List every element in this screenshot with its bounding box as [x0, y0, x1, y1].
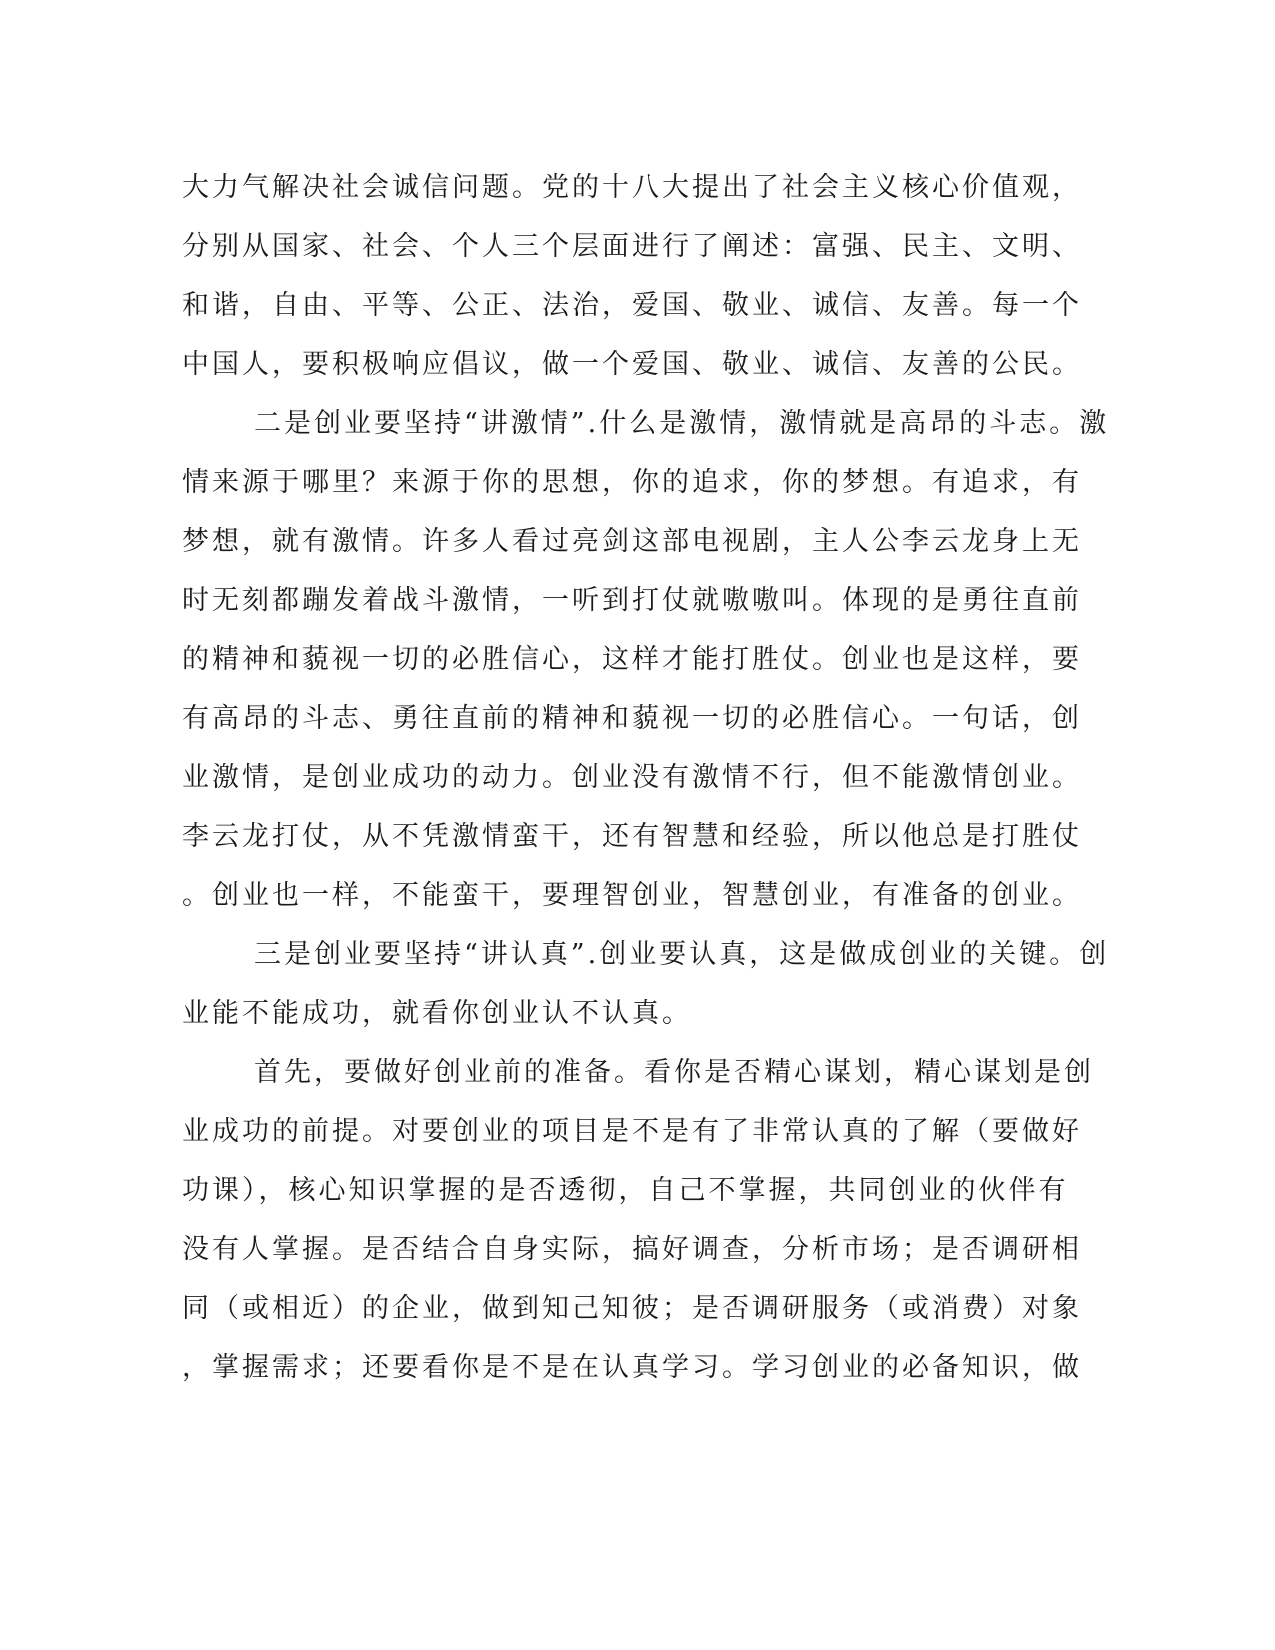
text-line: 时无刻都蹦发着战斗激情，一听到打仗就嗷嗷叫。体现的是勇往直前 [182, 585, 1082, 616]
text-line: 分别从国家、社会、个人三个层面进行了阐述：富强、民主、文明、 [182, 231, 1082, 262]
text-line: 的精神和藐视一切的必胜信心，这样才能打胜仗。创业也是这样，要 [182, 644, 1082, 675]
paragraph-start-line: 二是创业要坚持“讲激情”.什么是激情，激情就是高昂的斗志。激 [254, 408, 1110, 439]
text-line: 业激情，是创业成功的动力。创业没有激情不行，但不能激情创业。 [182, 762, 1082, 793]
text-line: 情来源于哪里？来源于你的思想，你的追求，你的梦想。有追求，有 [182, 467, 1082, 498]
text-line: 有高昂的斗志、勇往直前的精神和藐视一切的必胜信心。一句话，创 [182, 703, 1082, 734]
text-line: 。创业也一样，不能蛮干，要理智创业，智慧创业，有准备的创业。 [182, 880, 1082, 911]
paragraph-start-line: 首先，要做好创业前的准备。看你是否精心谋划，精心谋划是创 [254, 1057, 1094, 1088]
paragraph-start-line: 三是创业要坚持“讲认真”.创业要认真，这是做成创业的关键。创 [254, 939, 1110, 970]
body-text [182, 158, 1110, 1397]
text-line: 功课），核心知识掌握的是否透彻，自己不掌握，共同创业的伙伴有 [182, 1175, 1069, 1206]
text-line: 梦想，就有激情。许多人看过亮剑这部电视剧，主人公李云龙身上无 [182, 526, 1082, 557]
text-line: 中国人，要积极响应倡议，做一个爱国、敬业、诚信、友善的公民。 [182, 349, 1082, 380]
text-line: 李云龙打仗，从不凭激情蛮干，还有智慧和经验，所以他总是打胜仗 [182, 821, 1082, 852]
text-line: 没有人掌握。是否结合自身实际，搞好调查，分析市场；是否调研相 [182, 1234, 1082, 1265]
text-line: ，掌握需求；还要看你是不是在认真学习。学习创业的必备知识，做 [182, 1352, 1082, 1383]
text-line: 同（或相近）的企业，做到知己知彼；是否调研服务（或消费）对象 [182, 1293, 1082, 1324]
text-line: 大力气解决社会诚信问题。党的十八大提出了社会主义核心价值观， [182, 172, 1082, 203]
text-line: 业成功的前提。对要创业的项目是不是有了非常认真的了解（要做好 [182, 1116, 1082, 1147]
text-line: 业能不能成功，就看你创业认不认真。 [182, 998, 692, 1029]
text-line: 和谐，自由、平等、公正、法治，爱国、敬业、诚信、友善。每一个 [182, 290, 1082, 321]
